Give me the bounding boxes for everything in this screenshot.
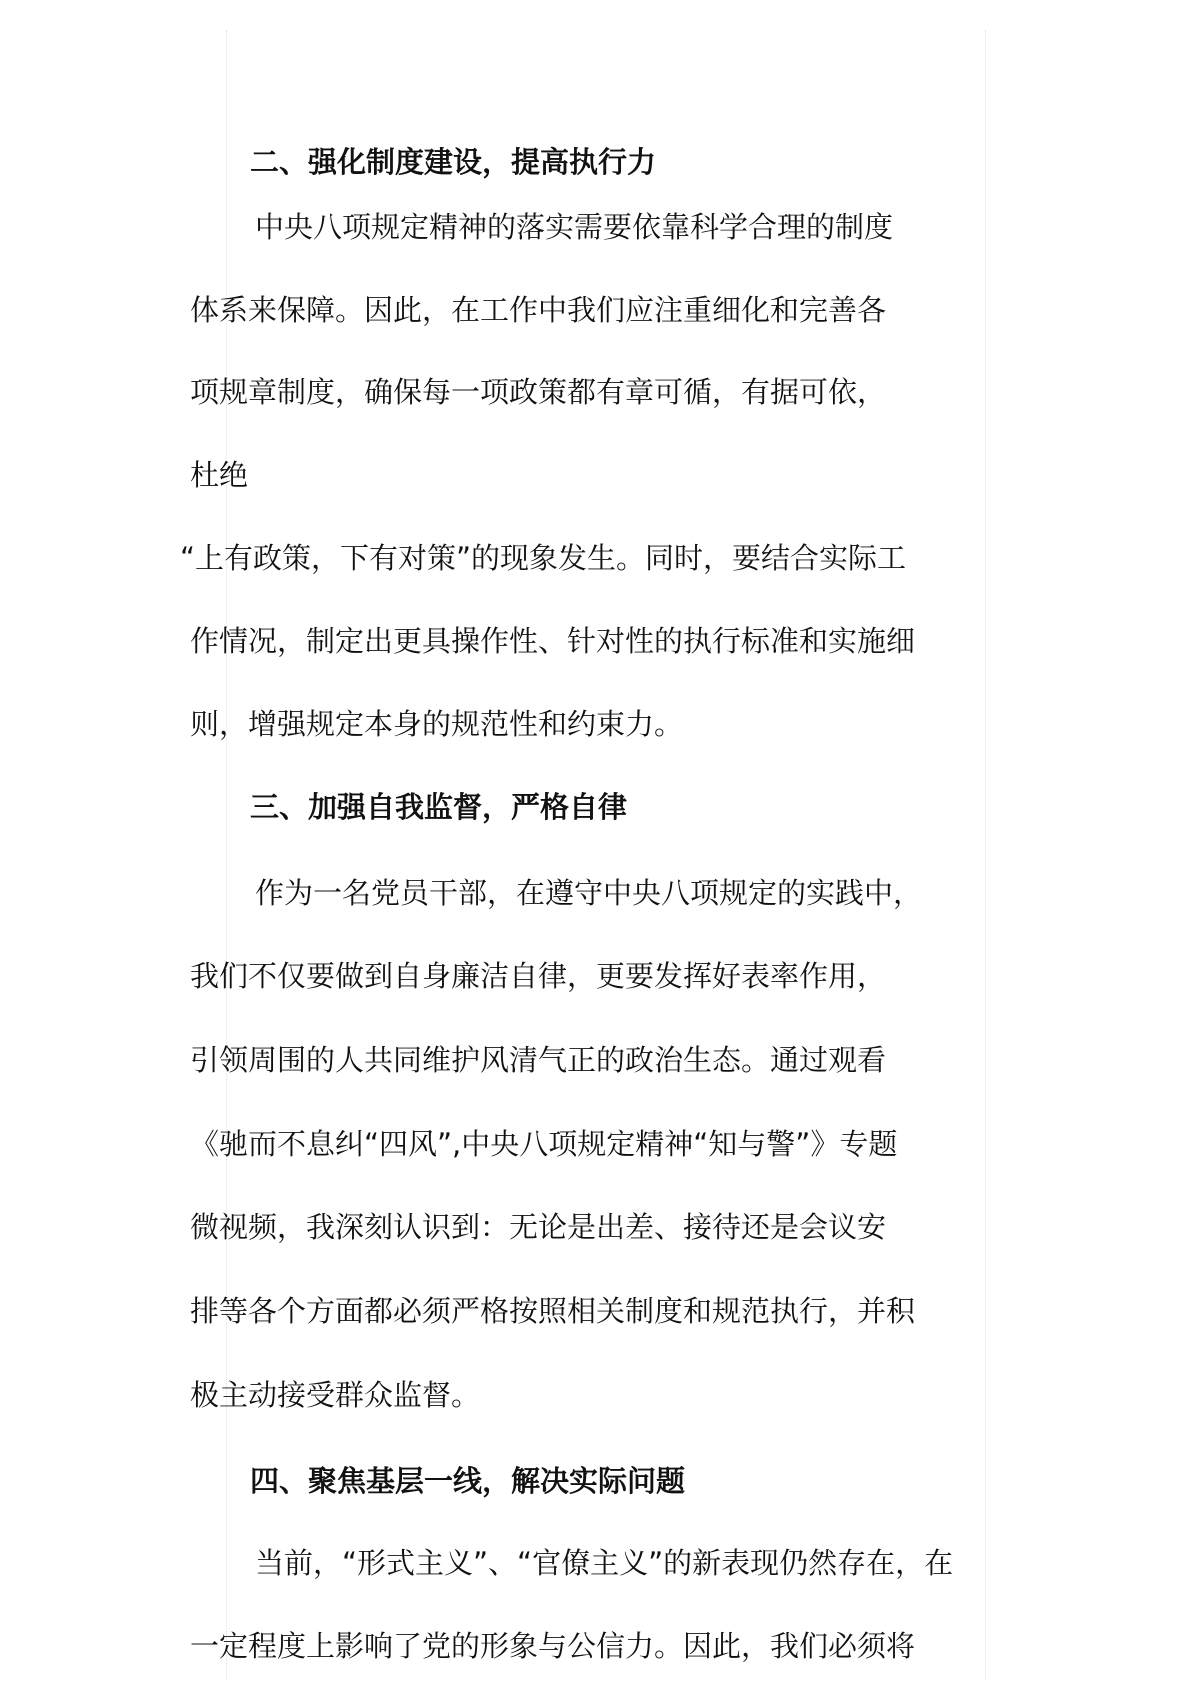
right-margin-guide (985, 30, 986, 1680)
section-heading-2: 二、强化制度建设，提高执行力 (250, 145, 657, 179)
paragraph-line: 作情况，制定出更具操作性、针对性的执行标准和实施细 (190, 624, 916, 658)
paragraph-line: 极主动接受群众监督。 (190, 1378, 481, 1412)
paragraph-line: 项规章制度，确保每一项政策都有章可循，有据可依， (190, 375, 887, 409)
paragraph-line: 当前，“形式主义”、“官僚主义”的新表现仍然存在，在 (255, 1546, 954, 1580)
paragraph-line: 一定程度上影响了党的形象与公信力。因此，我们必须将 (190, 1629, 916, 1663)
paragraph-line: 排等各个方面都必须严格按照相关制度和规范执行，并积 (190, 1294, 916, 1328)
paragraph-line: 微视频，我深刻认识到：无论是出差、接待还是会议安 (190, 1210, 887, 1244)
paragraph-line: 体系来保障。因此，在工作中我们应注重细化和完善各 (190, 293, 887, 327)
paragraph-line: “上有政策，下有对策”的现象发生。同时，要结合实际工 (180, 541, 907, 575)
paragraph-line: 杜绝 (190, 458, 249, 492)
paragraph-line: 我们不仅要做到自身廉洁自律，更要发挥好表率作用， (190, 959, 887, 993)
paragraph-line: 《驰而不息纠“四风”,中央八项规定精神“知与警”》专题 (190, 1127, 898, 1161)
section-heading-3: 三、加强自我监督，严格自律 (250, 790, 628, 824)
paragraph-line: 中央八项规定精神的落实需要依靠科学合理的制度 (255, 210, 894, 244)
section-heading-4: 四、聚焦基层一线，解决实际问题 (250, 1464, 686, 1498)
paragraph-line: 作为一名党员干部，在遵守中央八项规定的实践中， (255, 876, 923, 910)
left-margin-guide (226, 30, 227, 1680)
paragraph-line: 引领周围的人共同维护风清气正的政治生态。通过观看 (190, 1043, 887, 1077)
paragraph-line: 则，增强规定本身的规范性和约束力。 (190, 707, 684, 741)
